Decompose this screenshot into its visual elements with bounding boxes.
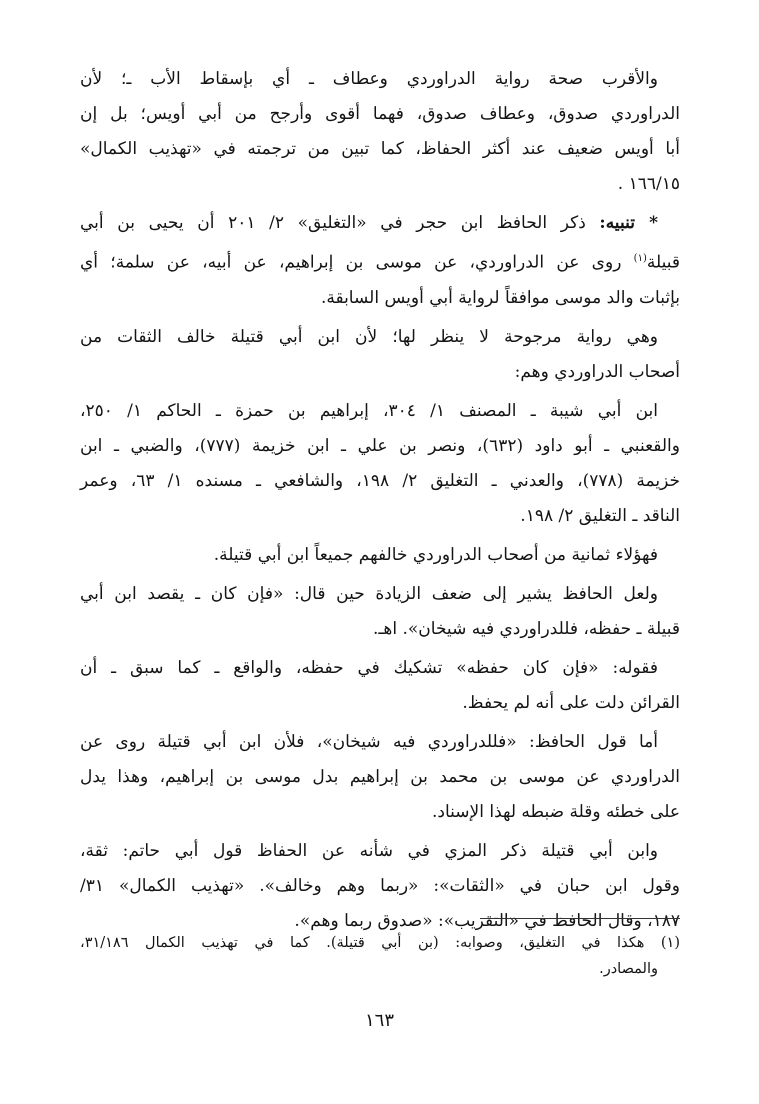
text-line — [80, 241, 680, 281]
text-segment: ذكر الحافظ ابن حجر في «التغليق» ٢/ ٢٠١ أن يحيى بن أبي — [80, 213, 600, 233]
text-segment: قبيلة — [646, 252, 680, 273]
text-line: فهؤلاء ثمانية من أصحاب الدراوردي خالفهم جميعاً ابن أبي قتيلة. — [213, 544, 658, 565]
text-line: أما قول الحافظ: «فللدراوردي فيه شيخان»، فلأن ابن أبي قتيلة روى عن — [80, 731, 658, 752]
text-line: وقول ابن حبان في «الثقات»: «ربما وهم وخالف». «تهذيب الكمال» ٣١/ — [80, 875, 680, 896]
footnote-line: والمصادر. — [599, 961, 658, 977]
text-line: والأقرب صحة رواية الدراوردي وعطاف ـ أي بإسقاط الأب ـ؛ لأن — [80, 69, 658, 89]
text-line — [80, 206, 680, 241]
text-line: قبيلة ـ حفظه، فللدراوردي فيه شيخان». اهـ. — [373, 618, 680, 639]
footnote — [80, 930, 680, 982]
note-paragraph — [80, 206, 680, 316]
footnote-line: (١) هكذا في التغليق، وصوابه: (بن أبي قتيلة). كما في تهذيب الكمال ٣١/١٨٦، — [80, 935, 680, 951]
text-line: فقوله: «فإن كان حفظه» تشكيك في حفظه، والواقع ـ كما سبق ـ أن — [80, 657, 658, 678]
footnote-divider — [480, 918, 680, 919]
text-segment: روى عن الدراوردي، عن موسى بن إبراهيم، عن أبيه، عن سلمة؛ أي — [80, 252, 634, 273]
paragraph — [80, 725, 680, 830]
main-text — [80, 62, 680, 943]
text-line: ابن أبي شيبة ـ المصنف ١/ ٣٠٤، إبراهيم بن حمزة ـ الحاكم ١/ ٢٥٠، — [80, 400, 658, 421]
paragraph — [80, 62, 680, 202]
text-line: الدراوردي صدوق، وعطاف صدوق، فهما أقوى وأرجح من أبي أويس؛ بل إن — [80, 104, 680, 124]
text-line: ١٨٧، وقال الحافظ في «التقريب»: «صدوق ربما وهم». — [294, 910, 680, 931]
text-line: الدراوردي عن موسى بن محمد بن إبراهيم بدل موسى بن إبراهيم، وهذا يدل — [80, 766, 680, 787]
paragraph — [80, 651, 680, 721]
note-label: * تنبيه: — [599, 213, 658, 233]
text-line: الناقد ـ التغليق ٢/ ١٩٨. — [520, 505, 680, 526]
text-line: وابن أبي قتيلة ذكر المزي في شأنه عن الحفاظ قول أبي حاتم: ثقة، — [80, 840, 658, 861]
paragraph — [80, 834, 680, 939]
text-line: وهي رواية مرجوحة لا ينظر لها؛ لأن ابن أبي قتيلة خالف الثقات من — [80, 326, 658, 347]
page-number: ١٦٣ — [364, 1010, 394, 1031]
paragraph — [80, 577, 680, 647]
text-line: القرائن دلت على أنه لم يحفظ. — [462, 692, 680, 713]
text-line: بإثبات والد موسى موافقاً لرواية أبي أويس السابقة. — [320, 287, 680, 308]
text-line: خزيمة (٧٧٨)، والعدني ـ التغليق ٢/ ١٩٨، والشافعي ـ مسنده ١/ ٦٣، وعمر — [80, 470, 680, 491]
text-line: أصحاب الدراوردي وهم: — [514, 361, 680, 382]
text-line: ولعل الحافظ يشير إلى ضعف الزيادة حين قال: «فإن كان ـ يقصد ابن أبي — [80, 583, 658, 604]
text-line: والقعنبي ـ أبو داود (٦٣٢)، ونصر بن علي ـ ابن خزيمة (٧٧٧)، والضبي ـ ابن — [80, 435, 680, 456]
text-line: على خطئه وقلة ضبطه لهذا الإسناد. — [432, 801, 680, 822]
footnote-ref[interactable]: (١) — [633, 253, 647, 264]
text-line: أبا أويس ضعيف عند أكثر الحفاظ، كما تبين من ترجمته في «تهذيب الكمال» — [80, 139, 680, 159]
text-line: ١٦٦/١٥ . — [617, 174, 680, 194]
paragraph — [80, 320, 680, 390]
paragraph — [80, 394, 680, 534]
paragraph — [80, 538, 680, 573]
